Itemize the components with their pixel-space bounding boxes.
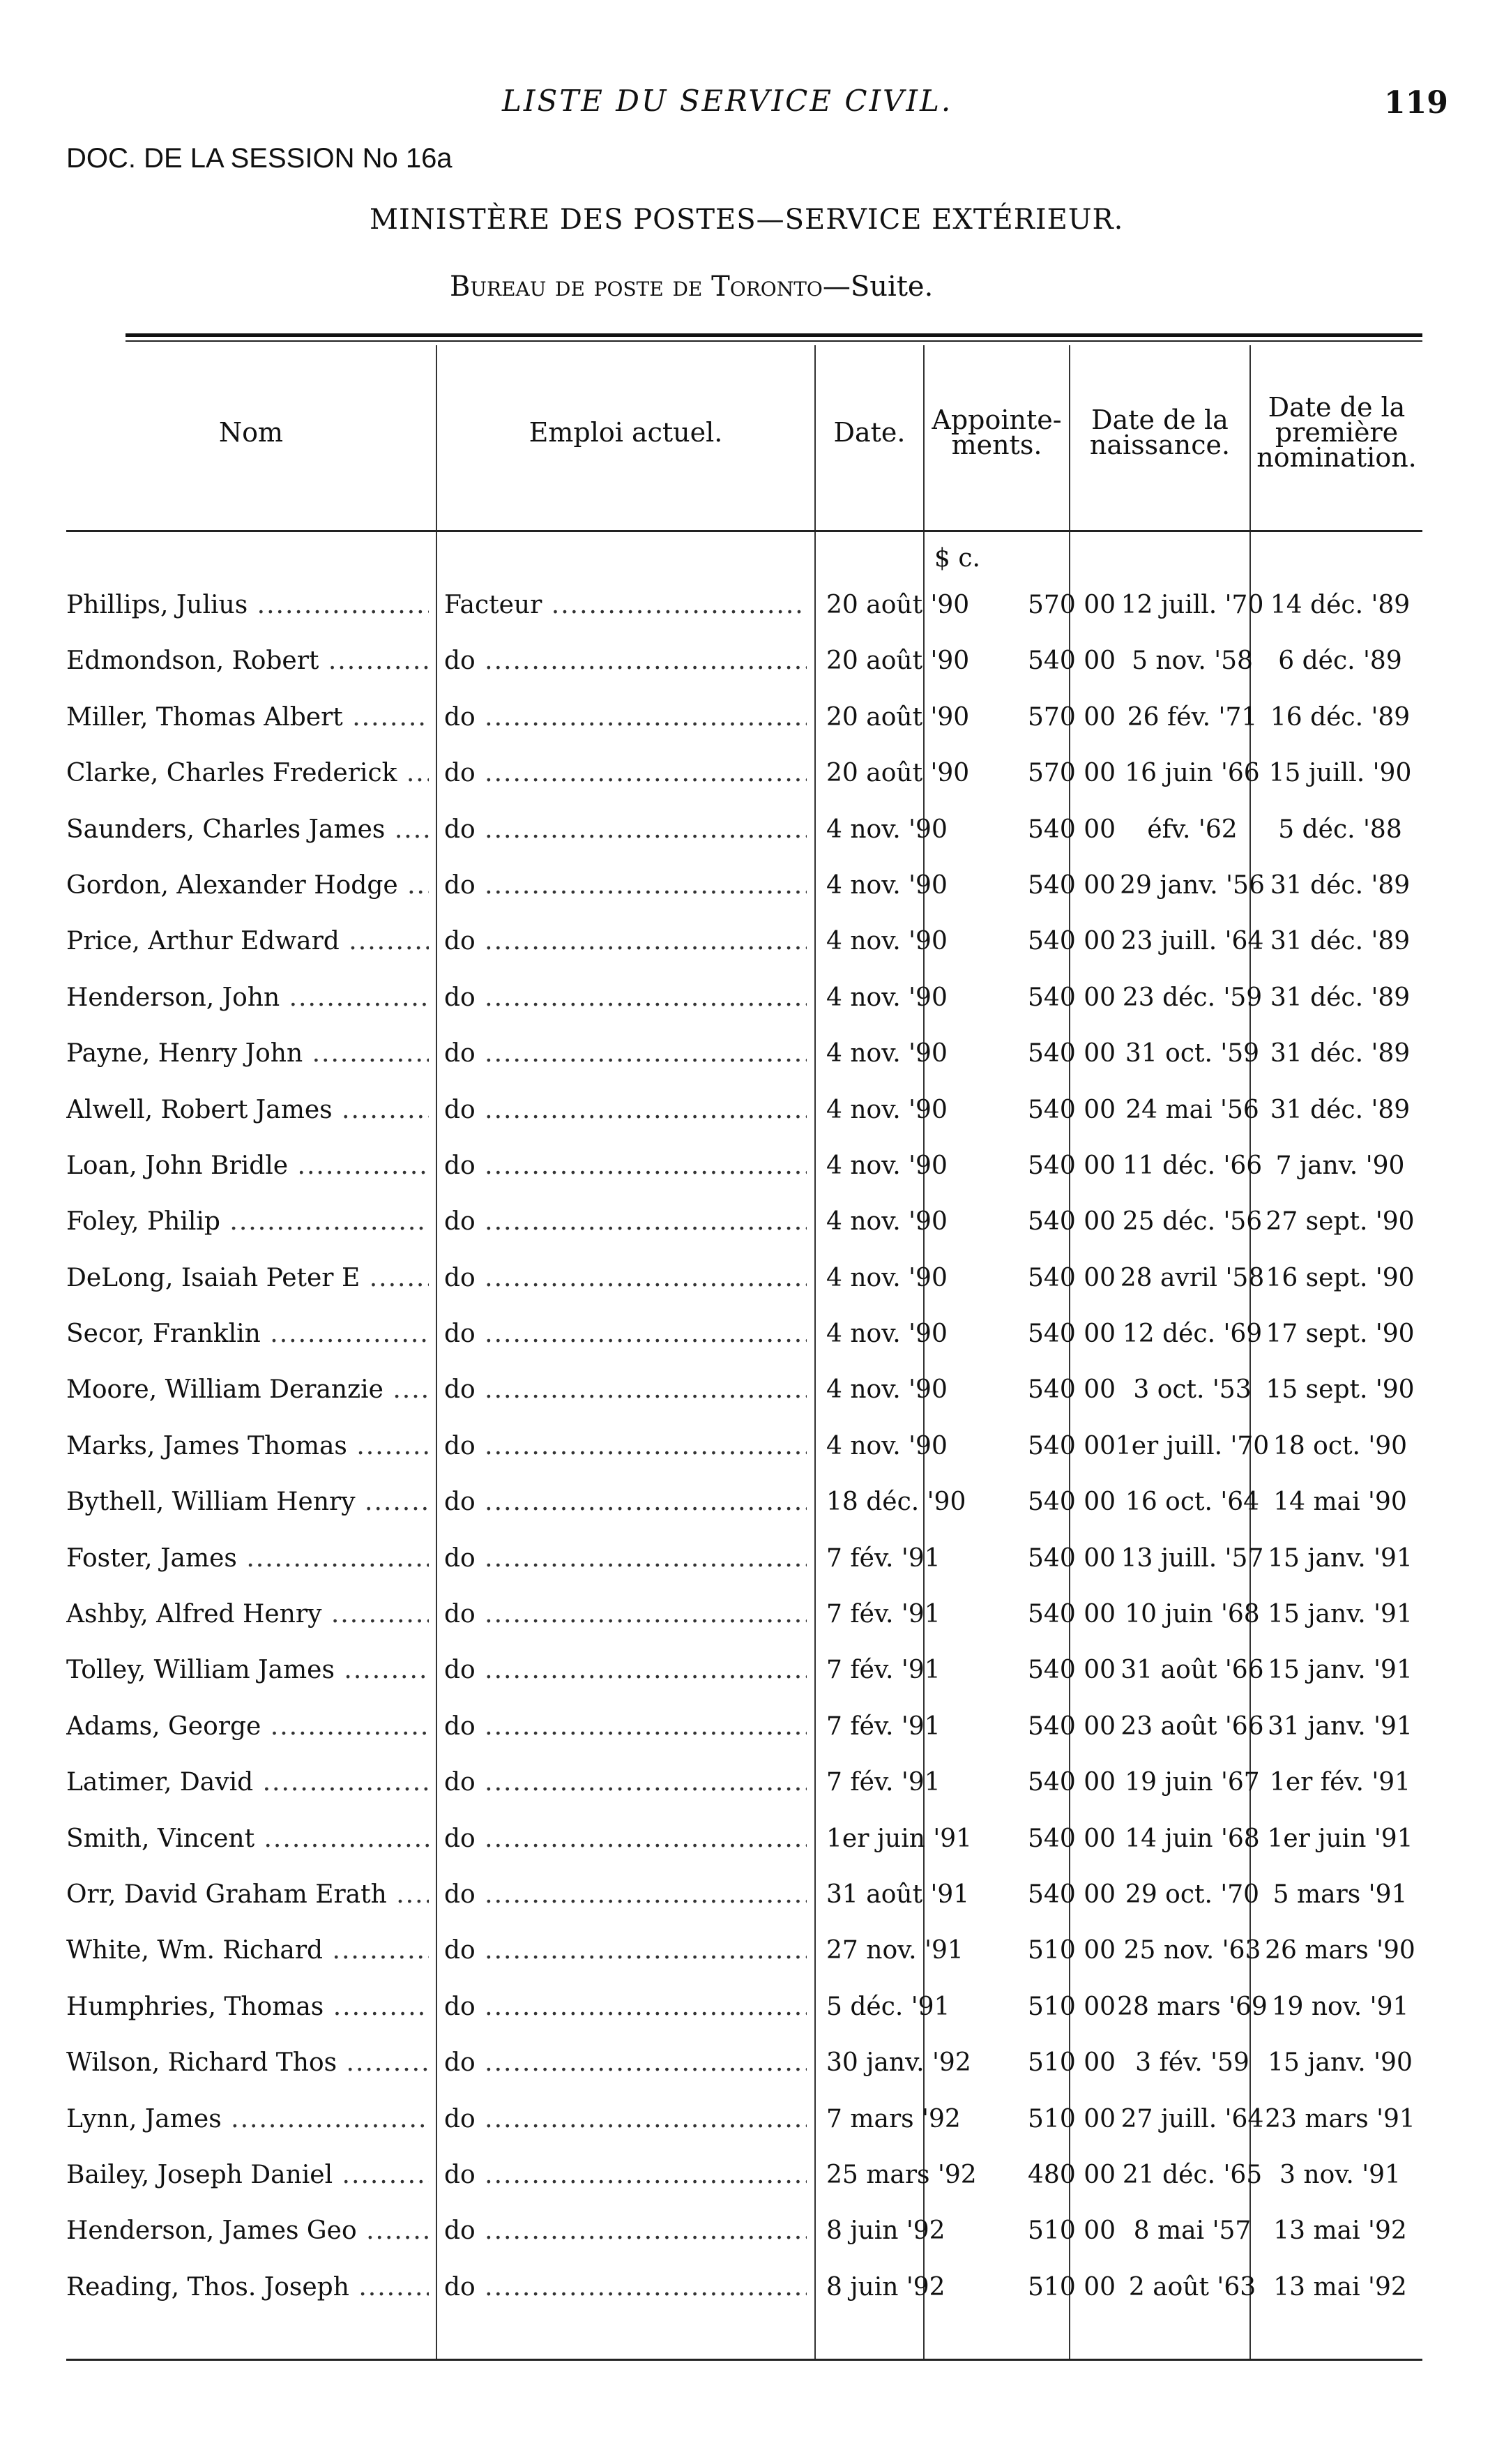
table-row xyxy=(66,2040,1422,2096)
birth-date: 23 août '66 xyxy=(1120,1711,1264,1741)
employee-name: Saunders, Charles James ..... xyxy=(66,815,429,844)
table-row xyxy=(66,1536,1422,1592)
employee-position: do ..... xyxy=(444,1264,807,1292)
table-row xyxy=(66,1984,1422,2040)
position-date: 4 nov. '90 xyxy=(826,1431,948,1460)
employee-name: Phillips, Julius ..... xyxy=(66,591,429,619)
salary: 540 00 xyxy=(1028,1824,1116,1853)
salary: 510 00 xyxy=(1028,2216,1116,2246)
top-rule-thin xyxy=(126,340,1422,342)
employee-position: do ..... xyxy=(444,2273,807,2302)
birth-date: 10 juin '68 xyxy=(1125,1600,1260,1629)
table-row xyxy=(66,695,1422,750)
birth-date: 25 nov. '63 xyxy=(1123,1936,1261,1965)
employee-name: Ashby, Alfred Henry ..... xyxy=(66,1600,429,1628)
table-row xyxy=(66,750,1422,806)
employee-position: do ..... xyxy=(444,1488,807,1516)
birth-date: 26 fév. '71 xyxy=(1127,702,1258,732)
employee-name: Orr, David Graham Erath ..... xyxy=(66,1880,429,1909)
position-date: 4 nov. '90 xyxy=(826,1207,948,1237)
salary: 540 00 xyxy=(1028,1039,1116,1068)
table-row xyxy=(66,863,1422,919)
position-date: 5 déc. '91 xyxy=(826,1992,950,2021)
table-row xyxy=(66,1592,1422,1647)
salary: 480 00 xyxy=(1028,2160,1116,2189)
salary: 540 00 xyxy=(1028,1488,1116,1517)
salary: 540 00 xyxy=(1028,1768,1116,1797)
employee-name: White, Wm. Richard ..... xyxy=(66,1936,429,1965)
table-row xyxy=(66,1255,1422,1311)
header-date: Date. xyxy=(833,417,906,448)
salary: 510 00 xyxy=(1028,2048,1116,2078)
table-row xyxy=(66,919,1422,974)
table-row xyxy=(66,1031,1422,1087)
birth-date: 8 mai '57 xyxy=(1133,2216,1252,2246)
header-appointements: Appointe-ments. xyxy=(932,405,1062,460)
first-appointment-date: 15 janv. '91 xyxy=(1268,1543,1413,1573)
first-appointment-date: 31 janv. '91 xyxy=(1268,1711,1413,1741)
birth-date: 28 mars '69 xyxy=(1117,1992,1268,2021)
table-row xyxy=(66,1928,1422,1983)
birth-date: 31 août '66 xyxy=(1120,1656,1264,1685)
salary: 540 00 xyxy=(1028,1263,1116,1292)
employee-position: do ..... xyxy=(444,1151,807,1180)
salary: 540 00 xyxy=(1028,1207,1116,1237)
birth-date: éfv. '62 xyxy=(1147,815,1238,844)
first-appointment-date: 26 mars '90 xyxy=(1265,1936,1415,1965)
position-date: 30 janv. '92 xyxy=(826,2048,971,2078)
employee-name: Payne, Henry John ..... xyxy=(66,1039,429,1068)
employee-position: do ..... xyxy=(444,1207,807,1236)
salary: 540 00 xyxy=(1028,927,1116,956)
first-appointment-date: 1er fév. '91 xyxy=(1269,1768,1411,1797)
header-rule xyxy=(66,530,1422,532)
header-emploi: Emploi actuel. xyxy=(529,417,723,448)
birth-date: 1er juill. '70 xyxy=(1115,1431,1270,1460)
first-appointment-date: 15 janv. '91 xyxy=(1268,1600,1413,1629)
first-appointment-date: 15 janv. '90 xyxy=(1268,2048,1413,2078)
bureau-city: Toronto xyxy=(711,271,823,303)
table-row xyxy=(66,582,1422,638)
position-date: 20 août '90 xyxy=(826,759,970,788)
salary: 540 00 xyxy=(1028,1095,1116,1124)
employee-position: do ..... xyxy=(444,703,807,732)
salary: 570 00 xyxy=(1028,759,1116,788)
position-date: 4 nov. '90 xyxy=(826,1263,948,1292)
employee-position: do ..... xyxy=(444,2216,807,2245)
table-row xyxy=(66,2152,1422,2208)
position-date: 4 nov. '90 xyxy=(826,1095,948,1124)
salary: 540 00 xyxy=(1028,1880,1116,1909)
position-date: 4 nov. '90 xyxy=(826,927,948,956)
birth-date: 16 juin '66 xyxy=(1125,759,1260,788)
position-date: 7 fév. '91 xyxy=(826,1768,941,1797)
employee-position: do ..... xyxy=(444,1656,807,1684)
table-row xyxy=(66,1704,1422,1760)
employee-position: do ..... xyxy=(444,1824,807,1853)
salary: 540 00 xyxy=(1028,1600,1116,1629)
first-appointment-date: 6 déc. '89 xyxy=(1278,647,1402,676)
salary: 540 00 xyxy=(1028,1711,1116,1741)
table-row xyxy=(66,1087,1422,1143)
employee-name: Loan, John Bridle ..... xyxy=(66,1151,429,1180)
table-row xyxy=(66,2096,1422,2152)
birth-date: 3 oct. '53 xyxy=(1133,1375,1252,1405)
first-appointment-date: 16 sept. '90 xyxy=(1266,1263,1415,1292)
staff-table xyxy=(66,345,1422,2361)
salary: 570 00 xyxy=(1028,591,1116,619)
birth-date: 21 déc. '65 xyxy=(1122,2160,1263,2189)
first-appointment-date: 5 mars '91 xyxy=(1272,1880,1408,1909)
table-row xyxy=(66,1423,1422,1479)
table-row xyxy=(66,2208,1422,2264)
first-appointment-date: 31 déc. '89 xyxy=(1270,927,1411,956)
salary: 540 00 xyxy=(1028,1151,1116,1180)
table-row xyxy=(66,1872,1422,1928)
bureau-prefix: Bureau de poste de xyxy=(450,271,703,303)
employee-name: Moore, William Deranzie ..... xyxy=(66,1375,429,1404)
first-appointment-date: 1er juin '91 xyxy=(1267,1824,1413,1853)
employee-position: do ..... xyxy=(444,1432,807,1460)
birth-date: 28 avril '58 xyxy=(1120,1263,1265,1292)
salary: 540 00 xyxy=(1028,647,1116,676)
salary: 510 00 xyxy=(1028,2104,1116,2133)
table-row xyxy=(66,1479,1422,1535)
employee-position: do ..... xyxy=(444,983,807,1012)
position-date: 25 mars '92 xyxy=(826,2160,977,2189)
employee-name: Edmondson, Robert ..... xyxy=(66,647,429,675)
first-appointment-date: 13 mai '92 xyxy=(1273,2272,1407,2302)
first-appointment-date: 13 mai '92 xyxy=(1273,2216,1407,2246)
employee-position: do ..... xyxy=(444,1096,807,1124)
position-date: 4 nov. '90 xyxy=(826,1375,948,1405)
position-date: 4 nov. '90 xyxy=(826,870,948,900)
birth-date: 29 janv. '56 xyxy=(1120,870,1265,900)
employee-position: do ..... xyxy=(444,759,807,787)
first-appointment-date: 7 janv. '90 xyxy=(1275,1151,1405,1180)
employee-name: Marks, James Thomas ..... xyxy=(66,1432,429,1460)
salary: 540 00 xyxy=(1028,1656,1116,1685)
position-date: 4 nov. '90 xyxy=(826,1151,948,1180)
employee-name: Foster, James ..... xyxy=(66,1544,429,1573)
employee-name: DeLong, Isaiah Peter E ..... xyxy=(66,1264,429,1292)
employee-name: Henderson, James Geo ..... xyxy=(66,2216,429,2245)
position-date: 7 fév. '91 xyxy=(826,1600,941,1629)
employee-position: do ..... xyxy=(444,1544,807,1573)
position-date: 20 août '90 xyxy=(826,591,970,619)
employee-position: do ..... xyxy=(444,815,807,844)
first-appointment-date: 15 juill. '90 xyxy=(1268,759,1412,788)
first-appointment-date: 31 déc. '89 xyxy=(1270,870,1411,900)
employee-name: Secor, Franklin ..... xyxy=(66,1320,429,1348)
employee-name: Alwell, Robert James ..... xyxy=(66,1096,429,1124)
birth-date: 25 déc. '56 xyxy=(1122,1207,1263,1237)
employee-name: Wilson, Richard Thos ..... xyxy=(66,2048,429,2077)
ministry-heading: MINISTÈRE DES POSTES—SERVICE EXTÉRIEUR. xyxy=(370,204,1124,236)
table-row xyxy=(66,1143,1422,1199)
birth-date: 24 mai '56 xyxy=(1125,1095,1259,1124)
first-appointment-date: 14 mai '90 xyxy=(1273,1488,1407,1517)
salary: 510 00 xyxy=(1028,2272,1116,2302)
first-appointment-date: 5 déc. '88 xyxy=(1278,815,1402,844)
birth-date: 23 déc. '59 xyxy=(1122,983,1263,1012)
salary: 540 00 xyxy=(1028,815,1116,844)
position-date: 20 août '90 xyxy=(826,702,970,732)
table-row xyxy=(66,2265,1422,2320)
birth-date: 11 déc. '66 xyxy=(1122,1151,1263,1180)
employee-name: Miller, Thomas Albert ..... xyxy=(66,703,429,732)
bureau-suffix: —Suite. xyxy=(822,271,934,303)
employee-position: do ..... xyxy=(444,647,807,675)
employee-position: do ..... xyxy=(444,2048,807,2077)
first-appointment-date: 18 oct. '90 xyxy=(1272,1431,1408,1460)
table-row xyxy=(66,638,1422,694)
employee-position: do ..... xyxy=(444,1768,807,1797)
birth-date: 5 nov. '58 xyxy=(1132,647,1253,676)
first-appointment-date: 31 déc. '89 xyxy=(1270,1039,1411,1068)
employee-position: do ..... xyxy=(444,1375,807,1404)
header-nom: Nom xyxy=(218,417,284,448)
position-date: 4 nov. '90 xyxy=(826,1320,948,1349)
position-date: 7 fév. '91 xyxy=(826,1543,941,1573)
table-row xyxy=(66,1199,1422,1255)
birth-date: 3 fév. '59 xyxy=(1135,2048,1249,2078)
employee-position: do ..... xyxy=(444,1320,807,1348)
first-appointment-date: 14 déc. '89 xyxy=(1270,591,1411,619)
employee-position: Facteur ..... xyxy=(444,591,807,619)
employee-position: do ..... xyxy=(444,2161,807,2189)
position-date: 8 juin '92 xyxy=(826,2272,945,2302)
salary: 540 00 xyxy=(1028,1375,1116,1405)
table-row xyxy=(66,1816,1422,1872)
bureau-heading xyxy=(450,271,933,303)
salary: 540 00 xyxy=(1028,1320,1116,1349)
table-row xyxy=(66,1647,1422,1703)
position-date: 7 fév. '91 xyxy=(826,1711,941,1741)
salary: 510 00 xyxy=(1028,1992,1116,2021)
salary: 540 00 xyxy=(1028,983,1116,1012)
salary: 540 00 xyxy=(1028,870,1116,900)
salary: 510 00 xyxy=(1028,1936,1116,1965)
employee-position: do ..... xyxy=(444,1993,807,2021)
employee-position: do ..... xyxy=(444,2105,807,2133)
birth-date: 23 juill. '64 xyxy=(1120,927,1264,956)
employee-position: do ..... xyxy=(444,927,807,955)
position-date: 18 déc. '90 xyxy=(826,1488,966,1517)
table-row xyxy=(66,975,1422,1031)
employee-name: Bythell, William Henry ..... xyxy=(66,1488,429,1516)
employee-position: do ..... xyxy=(444,1039,807,1068)
birth-date: 14 juin '68 xyxy=(1125,1824,1260,1853)
salary: 540 00 xyxy=(1028,1431,1116,1460)
position-date: 7 mars '92 xyxy=(826,2104,961,2133)
employee-name: Clarke, Charles Frederick ..... xyxy=(66,759,429,787)
birth-date: 16 oct. '64 xyxy=(1125,1488,1260,1517)
page-number: 119 xyxy=(1384,85,1448,121)
birth-date: 29 oct. '70 xyxy=(1125,1880,1260,1909)
salary: 570 00 xyxy=(1028,702,1116,732)
table-row xyxy=(66,1367,1422,1423)
birth-date: 19 juin '67 xyxy=(1125,1768,1260,1797)
table-row xyxy=(66,1311,1422,1367)
first-appointment-date: 17 sept. '90 xyxy=(1266,1320,1415,1349)
bottom-rule xyxy=(66,2359,1422,2361)
employee-position: do ..... xyxy=(444,1936,807,1965)
document-reference: DOC. DE LA SESSION No 16a xyxy=(66,143,453,174)
first-appointment-date: 15 janv. '91 xyxy=(1268,1656,1413,1685)
first-appointment-date: 31 déc. '89 xyxy=(1270,1095,1411,1124)
header-naissance: Date de la naissance. xyxy=(1089,405,1231,460)
header-nomination: Date de la première nomination. xyxy=(1256,392,1417,473)
running-title: LISTE DU SERVICE CIVIL. xyxy=(502,84,953,118)
position-date: 20 août '90 xyxy=(826,647,970,676)
position-date: 31 août '91 xyxy=(826,1880,970,1909)
employee-name: Humphries, Thomas ..... xyxy=(66,1993,429,2021)
birth-date: 12 déc. '69 xyxy=(1122,1320,1263,1349)
first-appointment-date: 3 nov. '91 xyxy=(1279,2160,1401,2189)
position-date: 8 juin '92 xyxy=(826,2216,945,2246)
birth-date: 13 juill. '57 xyxy=(1120,1543,1264,1573)
employee-position: do ..... xyxy=(444,871,807,900)
employee-name: Smith, Vincent ..... xyxy=(66,1824,429,1853)
employee-position: do ..... xyxy=(444,1880,807,1909)
currency-units: $ c. xyxy=(934,544,980,573)
employee-name: Adams, George ..... xyxy=(66,1712,429,1741)
salary: 540 00 xyxy=(1028,1543,1116,1573)
position-date: 4 nov. '90 xyxy=(826,815,948,844)
birth-date: 12 juill. '70 xyxy=(1120,591,1264,619)
table-row xyxy=(66,1760,1422,1815)
top-rule xyxy=(126,333,1422,337)
first-appointment-date: 23 mars '91 xyxy=(1265,2104,1415,2133)
employee-name: Foley, Philip ..... xyxy=(66,1207,429,1236)
first-appointment-date: 16 déc. '89 xyxy=(1270,702,1411,732)
employee-name: Gordon, Alexander Hodge ..... xyxy=(66,871,429,900)
first-appointment-date: 15 sept. '90 xyxy=(1266,1375,1415,1405)
employee-name: Lynn, James ..... xyxy=(66,2105,429,2133)
employee-name: Henderson, John ..... xyxy=(66,983,429,1012)
first-appointment-date: 27 sept. '90 xyxy=(1266,1207,1415,1237)
employee-position: do ..... xyxy=(444,1712,807,1741)
first-appointment-date: 19 nov. '91 xyxy=(1271,1992,1409,2021)
employee-name: Bailey, Joseph Daniel ..... xyxy=(66,2161,429,2189)
first-appointment-date: 31 déc. '89 xyxy=(1270,983,1411,1012)
employee-name: Tolley, William James ..... xyxy=(66,1656,429,1684)
birth-date: 27 juill. '64 xyxy=(1120,2104,1264,2133)
position-date: 27 nov. '91 xyxy=(826,1936,964,1965)
employee-name: Reading, Thos. Joseph ..... xyxy=(66,2273,429,2302)
position-date: 4 nov. '90 xyxy=(826,983,948,1012)
employee-name: Latimer, David ..... xyxy=(66,1768,429,1797)
position-date: 7 fév. '91 xyxy=(826,1656,941,1685)
table-row xyxy=(66,807,1422,863)
birth-date: 2 août '63 xyxy=(1128,2272,1256,2302)
birth-date: 31 oct. '59 xyxy=(1125,1039,1260,1068)
employee-name: Price, Arthur Edward ..... xyxy=(66,927,429,955)
table-body xyxy=(66,582,1422,2320)
employee-position: do ..... xyxy=(444,1600,807,1628)
position-date: 4 nov. '90 xyxy=(826,1039,948,1068)
position-date: 1er juin '91 xyxy=(826,1824,973,1853)
